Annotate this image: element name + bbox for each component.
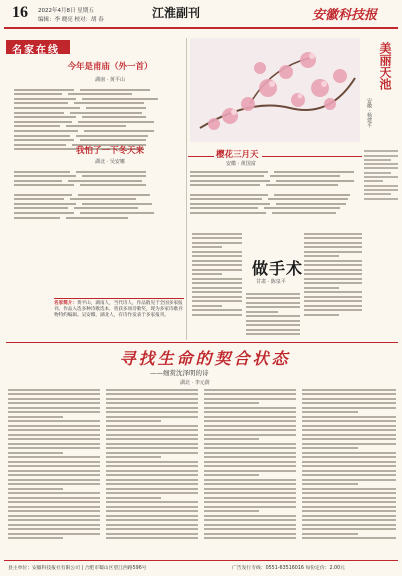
essay-column-3: [304, 230, 362, 318]
page-number: 16: [12, 4, 28, 21]
main-article-rule: [6, 342, 398, 343]
side-column: [364, 40, 398, 208]
poem-three-title: 樱花三月天: [216, 150, 259, 160]
date-line: 2022年4月8日 星期五: [38, 8, 94, 14]
author-notice-lead: 名家简介：: [54, 301, 77, 306]
page-header: [4, 4, 398, 32]
footer-right: 广告发行专线：0551-63516016 每份定价：2.00元: [232, 566, 345, 571]
poem-one-title: 今年是甫庙（外一首）: [67, 62, 153, 72]
side-column-title: 美丽天池: [378, 42, 392, 90]
footer-left: 县主单位：安徽科技报社有限公司 | 合肥市蜀山区望江西路596号: [8, 566, 147, 571]
poem-three-rule: [188, 156, 214, 157]
poem-one-author: 湖南 · 黄平山: [95, 77, 125, 83]
poem-two-body: [14, 168, 182, 221]
main-article-subtitle: ——细赏沈泽明的诗: [150, 369, 209, 377]
main-article-title: 寻找生命的契合状态: [119, 349, 291, 368]
poem-three-author: 安徽 · 黄国富: [226, 161, 256, 167]
column-banner-label: 名家在线: [12, 45, 60, 56]
essay-title: 做手术: [252, 259, 304, 278]
poem-two-author: 湖北 · 吴安娜: [95, 159, 125, 165]
poem-one-body: [14, 86, 182, 153]
side-column-body: [364, 148, 398, 202]
poem-three-body: [190, 168, 360, 217]
poem-three-rule-right: [262, 156, 362, 157]
main-article-column-3: [204, 386, 296, 542]
essay-author: 甘肃 · 陈泉平: [256, 279, 286, 285]
side-column-author: 安徽 · 杨建平: [366, 98, 372, 128]
footer-rule: [4, 560, 398, 561]
poem-two-title: 我怕了一下冬天来: [75, 146, 144, 156]
editor-line: 编辑：李 晓亮 校对：胡 春: [38, 17, 104, 23]
main-article-column-2: [106, 386, 198, 542]
main-article-column-1: [8, 386, 100, 542]
column-divider-left: [186, 38, 187, 340]
main-article-author: 湖北 · 李元蔚: [180, 380, 210, 386]
masthead-logo: 安徽科技报: [312, 8, 378, 23]
main-article-column-4: [302, 386, 396, 542]
cherry-blossom-illustration: [190, 38, 360, 142]
header-rule: [4, 27, 398, 29]
essay-column-1: [192, 230, 242, 318]
author-notice-text: 黄平山，湖南人，当代诗人，作品散见于全国多家报刊。作品入选多种诗歌选本，曾获多项诗歌奖，现为多家诗歌刊物特约编辑。吴安娜，湖北人，有诗作发表于多家报刊。: [54, 301, 183, 318]
author-notice-box: [54, 298, 184, 334]
essay-column-2: [246, 290, 300, 338]
section-title: 江淮副刊: [152, 6, 201, 20]
